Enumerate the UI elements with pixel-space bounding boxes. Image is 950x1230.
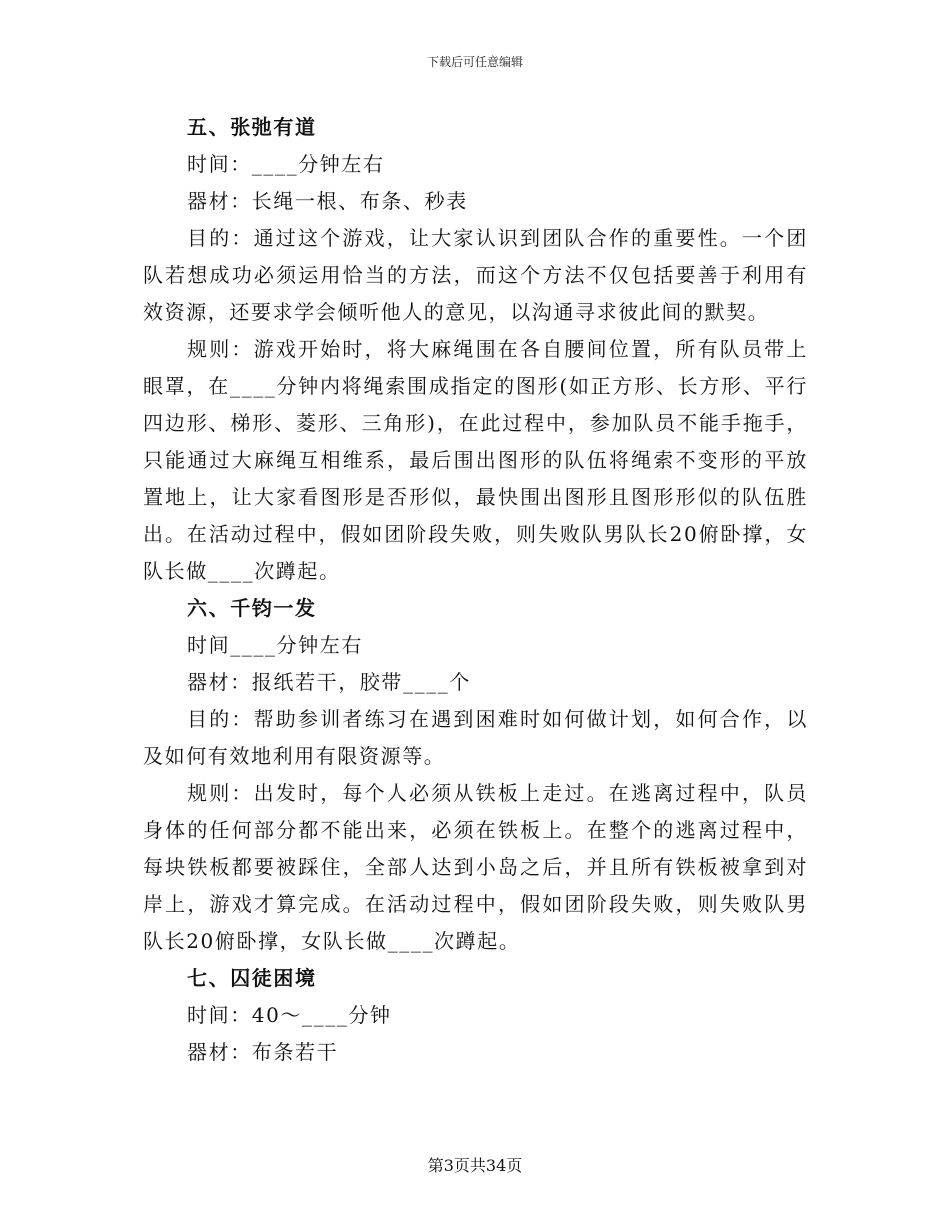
paragraph: 目的：通过这个游戏，让大家认识到团队合作的重要性。一个团队若想成功必须运用恰当的方法，而这个方法不仅包括要善于利用有效资源，还要求学会倾听他人的意见，以沟通寻求彼此间的默契。: [143, 226, 808, 324]
section-title: 七、囚徒困境: [187, 966, 317, 990]
page-number: 第3页共34页: [427, 1156, 523, 1175]
paragraph: 时间：____分钟左右: [187, 152, 385, 176]
section-title: 五、张弛有道: [187, 115, 317, 139]
paragraph: 器材：报纸若干，胶带____个: [187, 670, 471, 694]
paragraph: 器材：长绳一根、布条、秒表: [187, 189, 468, 213]
paragraph: 规则：游戏开始时，将大麻绳围在各自腰间位置，所有队员带上眼罩，在____分钟内将绳索围成指定的图形(如正方形、长方形、平行四边形、梯形、菱形、三角形)，在此过程中，参加队员不能手拖手，只能通过大麻绳互相维系，最后围出图形的队伍将绳索不变形的平放置地上，让大家看图形是否形似，最快围出图形且图形形似的队伍胜出。在活动过程中，假如团阶段失败，则失败队男队长20俯卧撑，女队长做____次蹲起。: [143, 337, 808, 583]
page-header: 下载后可任意编辑: [426, 55, 523, 69]
paragraph: 时间：40～____分钟: [187, 1003, 392, 1027]
paragraph: 目的：帮助参训者练习在遇到困难时如何做计划，如何合作，以及如何有效地利用有限资源等。: [143, 707, 808, 768]
document-body: [143, 109, 808, 1071]
paragraph: 规则：出发时，每个人必须从铁板上走过。在逃离过程中，队员身体的任何部分都不能出来，必须在铁板上。在整个的逃离过程中，每块铁板都要被踩住，全部人达到小岛之后，并且所有铁板被拿到对岸上，游戏才算完成。在活动过程中，假如团阶段失败，则失败队男队长20俯卧撑，女队长做____次蹲起。: [143, 781, 808, 953]
section-title: 六、千钧一发: [187, 596, 317, 620]
paragraph: 时间____分钟左右: [187, 633, 363, 657]
paragraph: 器材：布条若干: [187, 1040, 339, 1064]
